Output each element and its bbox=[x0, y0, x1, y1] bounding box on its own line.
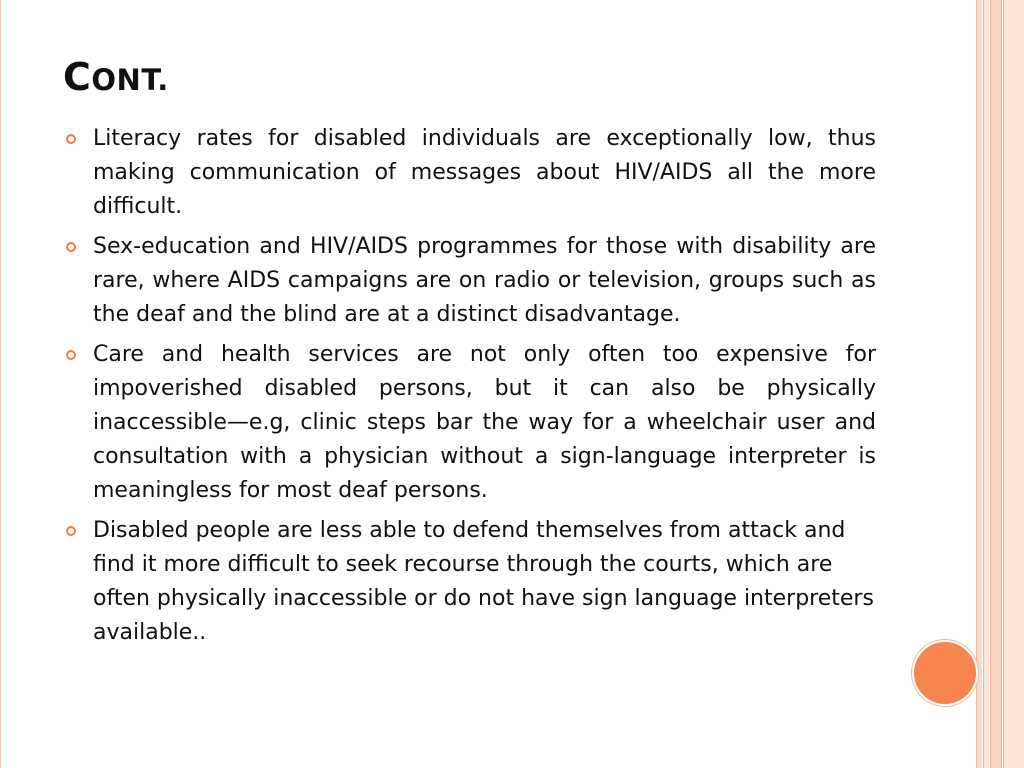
bullet-item-2 bbox=[64, 230, 876, 332]
decor-stripe bbox=[1003, 0, 1024, 768]
bullet-text-3: Care and health services are not only often too expensive for impoverished disabled persons, but it can also be physically inaccessible—e.g, clinic steps bar the way for a wheelchair user and consultation with a physician without a sign-language interpreter is meaningless for most deaf persons. bbox=[93, 342, 876, 503]
decor-stripe bbox=[983, 0, 989, 768]
bullet-item-1 bbox=[64, 122, 876, 224]
bullet-item-4 bbox=[64, 514, 876, 650]
decor-stripe bbox=[976, 0, 982, 768]
title-initial: C bbox=[63, 55, 92, 99]
bullet-text-2: Sex-education and HIV/AIDS programmes for those with disability are rare, where AIDS campaigns are on radio or television, groups such as the deaf and the blind are at a distinct disadvantage. bbox=[93, 234, 876, 327]
bullet-text-1: Literacy rates for disabled individuals are exceptionally low, thus making communication of messages about HIV/AIDS all the more difficult. bbox=[93, 126, 876, 219]
bullet-text-4: Disabled people are less able to defend themselves from attack and find it more difficult to seek recourse through the courts, which are often physically inaccessible or do not have sign language interpreters available.. bbox=[93, 518, 874, 645]
title-rest: ONT. bbox=[91, 63, 169, 97]
bullet-item-3 bbox=[64, 338, 876, 508]
bullet-list bbox=[64, 122, 876, 656]
slide-title bbox=[63, 55, 169, 99]
bullet-circle-icon bbox=[66, 134, 76, 144]
decor-circle bbox=[912, 640, 978, 706]
bullet-circle-icon bbox=[66, 526, 76, 536]
bullet-circle-icon bbox=[66, 242, 76, 252]
decor-stripe bbox=[990, 0, 1002, 768]
bullet-circle-icon bbox=[66, 350, 76, 360]
left-border bbox=[0, 0, 1, 768]
